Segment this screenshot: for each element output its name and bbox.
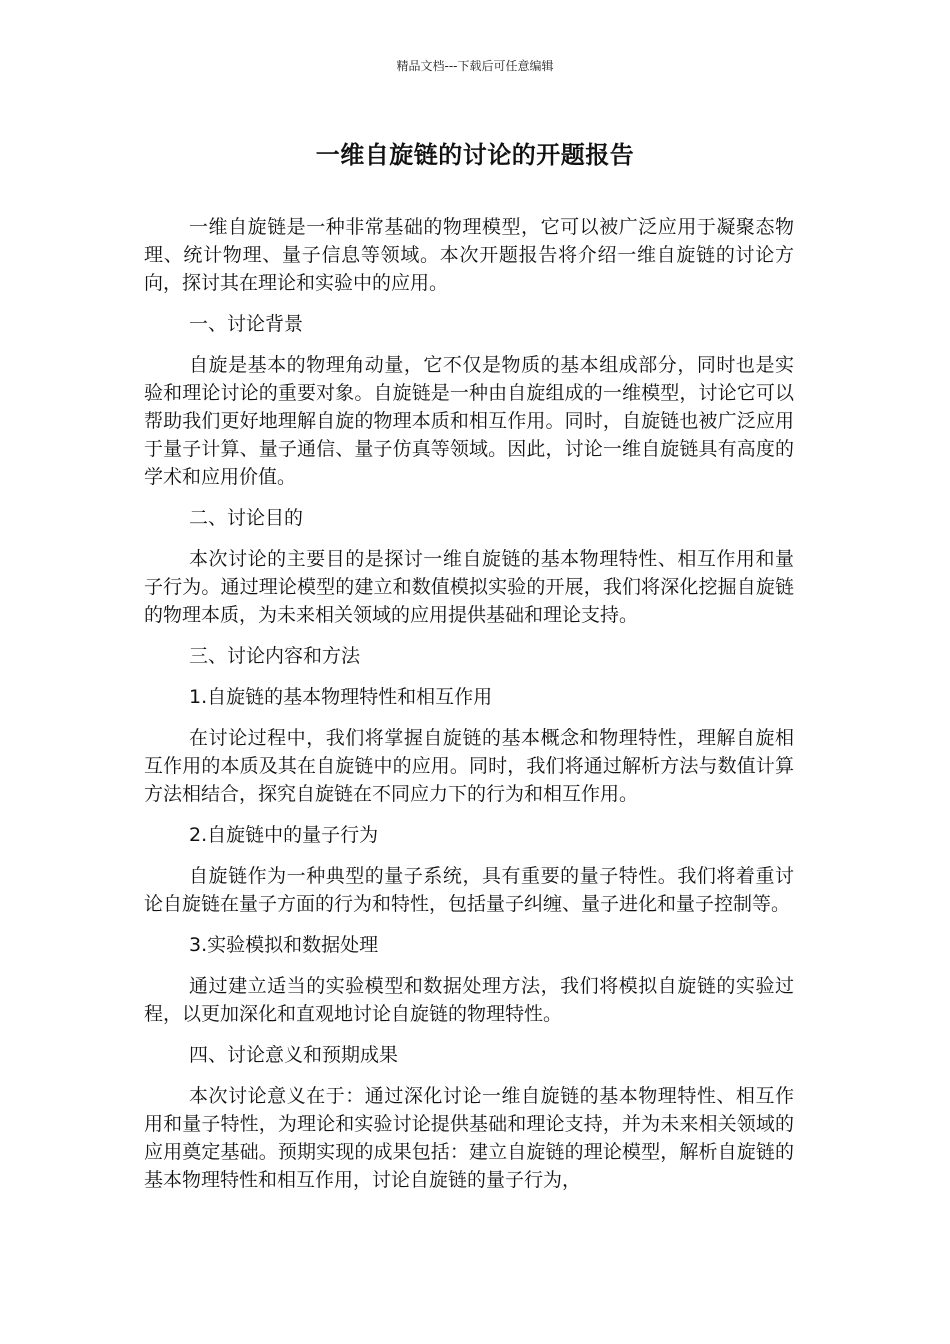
section-heading-background: 一、讨论背景 xyxy=(189,313,304,335)
purpose-paragraph: 本次讨论的主要目的是探讨一维自旋链的基本物理特性、相互作用和量子行为。通过理论模型的建立和数值模拟实验的开展，我们将深化挖掘自旋链的物理本质，为未来相关领域的应用提供基础和理论支持。 xyxy=(144,548,794,626)
significance-paragraph: 本次讨论意义在于：通过深化讨论一维自旋链的基本物理特性、相互作用和量子特性，为理论和实验讨论提供基础和理论支持，并为未来相关领域的应用奠定基础。预期实现的成果包括：建立自旋链的理论模型，解析自旋链的基本物理特性和相互作用，讨论自旋链的量子行为， xyxy=(144,1085,794,1191)
document-title: 一维自旋链的讨论的开题报告 xyxy=(315,141,635,169)
quantum-behavior-paragraph: 自旋链作为一种典型的量子系统，具有重要的量子特性。我们将着重讨论自旋链在量子方面的行为和特性，包括量子纠缠、量子进化和量子控制等。 xyxy=(144,865,794,915)
intro-paragraph: 一维自旋链是一种非常基础的物理模型，它可以被广泛应用于凝聚态物理、统计物理、量子信息等领域。本次开题报告将介绍一维自旋链的讨论方向，探讨其在理论和实验中的应用。 xyxy=(144,216,794,294)
background-paragraph: 自旋是基本的物理角动量，它不仅是物质的基本组成部分，同时也是实验和理论讨论的重要对象。自旋链是一种由自旋组成的一维模型，讨论它可以帮助我们更好地理解自旋的物理本质和相互作用。同时，自旋链也被广泛应用于量子计算、量子通信、量子仿真等领域。因此，讨论一维自旋链具有高度的学术和应用价值。 xyxy=(144,354,794,488)
section-heading-significance: 四、讨论意义和预期成果 xyxy=(189,1044,399,1066)
document-body xyxy=(144,213,794,1207)
page-header: 精品文档---下载后可任意编辑 xyxy=(396,59,554,73)
subheading-simulation: 3.实验模拟和数据处理 xyxy=(189,934,379,956)
basic-properties-paragraph: 在讨论过程中，我们将掌握自旋链的基本概念和物理特性，理解自旋相互作用的本质及其在自旋链中的应用。同时，我们将通过解析方法与数值计算方法相结合，探究自旋链在不同应力下的行为和相互作用。 xyxy=(144,727,794,805)
simulation-paragraph: 通过建立适当的实验模型和数据处理方法，我们将模拟自旋链的实验过程，以更加深化和直观地讨论自旋链的物理特性。 xyxy=(144,975,794,1025)
subheading-quantum-behavior: 2.自旋链中的量子行为 xyxy=(189,824,379,846)
section-heading-purpose: 二、讨论目的 xyxy=(189,507,304,529)
section-heading-content-methods: 三、讨论内容和方法 xyxy=(189,645,361,667)
subheading-basic-properties: 1.自旋链的基本物理特性和相互作用 xyxy=(189,686,493,708)
